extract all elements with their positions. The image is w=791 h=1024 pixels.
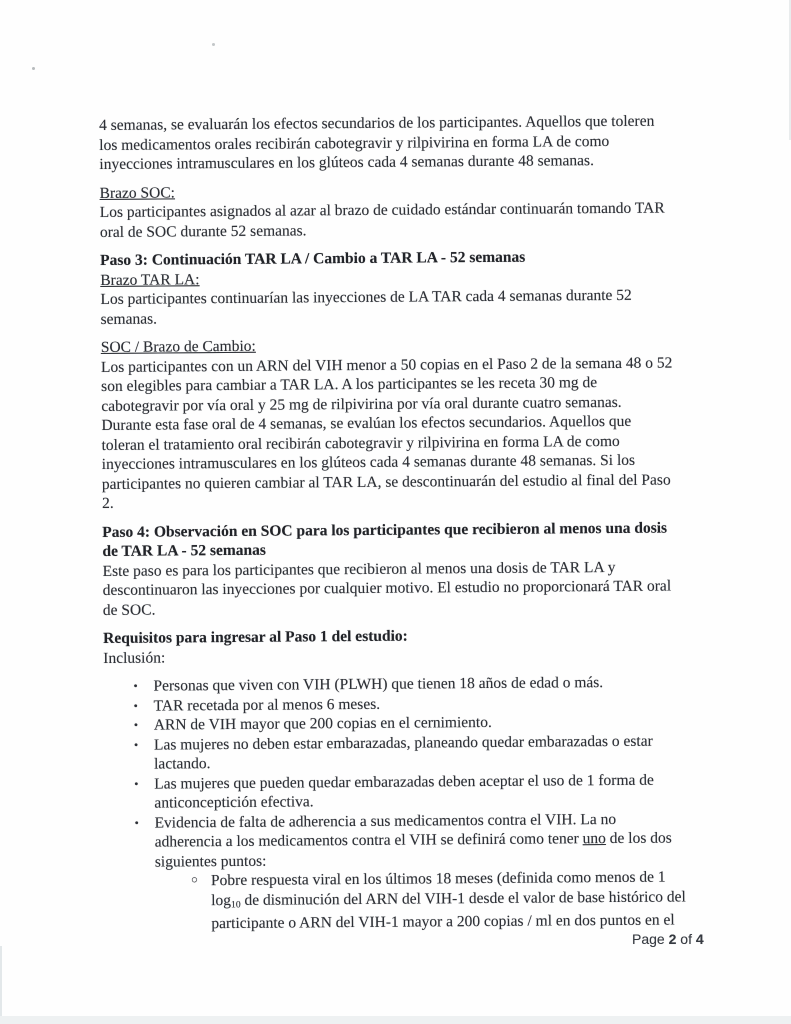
text-line: SOC / Brazo de Cambio:	[100, 337, 256, 356]
text-line: de TAR LA - 52 semanas	[102, 541, 266, 560]
paragraph	[102, 557, 706, 620]
bullet-icon: •	[133, 717, 139, 732]
bullet-item	[132, 809, 708, 872]
text-line: Este paso es para los participantes que recibieron al menos una dosis de TAR LA y	[102, 558, 616, 580]
scan-edge-shadow	[0, 1016, 791, 1024]
text-line: oral de SOC durante 52 semanas.	[99, 221, 307, 241]
bullet-text	[154, 713, 492, 735]
text-line: los medicamentos orales recibirán cabotegravir y rilpivirina en forma LA de como	[99, 132, 610, 154]
text-line: lactando.	[154, 755, 211, 773]
text-line: Pobre respuesta viral en los últimos 18 meses (definida como menos de 1	[210, 868, 666, 890]
bullet-icon: •	[133, 737, 139, 752]
text-line: 4 semanas, se evaluarán los efectos secundarios de los participantes. Aquellos que toleren	[99, 112, 655, 134]
bullet-text	[211, 867, 686, 934]
bullet-text	[154, 731, 653, 774]
bullet-icon: •	[134, 776, 139, 791]
text-line: anticonceptición efectiva.	[154, 793, 314, 812]
text-line: Paso 3: Continuación TAR LA / Cambio a TAR LA - 52 semanas	[100, 248, 526, 269]
page-footer-segment: of	[676, 931, 696, 947]
bullet-icon: •	[133, 698, 138, 713]
text-line: adherencia a los medicamentos contra el VIH se definirá como tener uno de los dos	[154, 829, 672, 851]
text-line: Durante esta fase oral de 4 semanas, se evalúan los efectos secundarios. Aquellos que	[101, 412, 632, 434]
text-line: inyecciones intramusculares en los glúteos cada 4 semanas durante 48 semanas.	[99, 152, 594, 173]
paragraph	[99, 111, 703, 174]
text-line: Requisitos para ingresar al Paso 1 del estudio:	[103, 627, 408, 647]
sub-bullet-item	[190, 867, 709, 934]
text-line: Brazo TAR LA:	[100, 270, 200, 289]
bullet-text	[154, 809, 672, 872]
text-line: Los participantes asignados al azar al brazo de cuidado estándar continuarán tomando TAR	[99, 199, 665, 221]
text-line: participantes no quieren cambiar al TAR LA, se descontinuarán del estudio al final del Paso	[101, 471, 671, 493]
text-line: descontinuaron las inyecciones por cualquier motivo. El estudio no proporcionará TAR oral	[102, 577, 672, 599]
bullet-item	[132, 731, 708, 775]
text-line: Los participantes con un ARN del VIH menor a 50 copias en el Paso 2 de la semana 48 o 52	[100, 354, 673, 376]
document-content	[99, 111, 709, 935]
bullet-icon: •	[133, 678, 138, 693]
paragraph	[101, 353, 706, 514]
text-line: Brazo SOC:	[99, 183, 176, 202]
page-footer	[632, 931, 704, 947]
text-line: Los participantes continuarían las inyecciones de LA TAR cada 4 semanas durante 52	[100, 286, 632, 308]
text-line: Personas que viven con VIH (PLWH) que tienen 18 años de edad o más.	[153, 674, 604, 695]
bullet-text	[153, 673, 603, 696]
bullet-item	[132, 770, 708, 814]
section-heading	[102, 518, 706, 562]
circle-bullet-icon: ○	[190, 874, 199, 887]
text-line: $\log_{10}$ de disminución del ARN del VIH-1 desde el valor de base histórico del	[211, 887, 686, 910]
text-line: Inclusión:	[103, 648, 166, 667]
text-line: Paso 4: Observación en SOC para los participantes que recibieron al menos una dosis	[102, 519, 668, 541]
paragraph	[100, 198, 704, 242]
bullet-icon: •	[134, 815, 139, 830]
text-line: ARN de VIH mayor que 200 copias en el cernimiento.	[153, 713, 492, 734]
text-line: son elegibles para cambiar a TAR LA. A los participantes se les receta 30 mg de	[101, 374, 598, 395]
text-line: 2.	[101, 494, 114, 512]
page-footer-segment: 4	[695, 931, 704, 947]
text-line: Evidencia de falta de adherencia a sus medicamentos contra el VIH. La no	[154, 810, 617, 832]
text-line: siguientes puntos:	[154, 852, 267, 871]
text-line: semanas.	[100, 310, 158, 328]
paragraph	[100, 285, 704, 329]
text-line: de SOC.	[102, 601, 156, 619]
text-line: participante o ARN del VIH-1 mayor a 200 copias / ml en dos puntos en el	[211, 911, 675, 933]
scan-edge-shadow	[0, 946, 2, 1016]
page-footer-segment: 2	[668, 931, 677, 947]
bullet-text	[154, 694, 381, 715]
text-line: Las mujeres no deben estar embarazadas, planeando quedar embarazadas o estar	[153, 732, 653, 754]
text-line: toleran el tratamiento oral recibirán cabotegravir y rilpivirina en forma LA de como	[101, 432, 620, 454]
text-line: TAR recetada por al menos 6 meses.	[153, 695, 381, 715]
text-line: Las mujeres que pueden quedar embarazadas deben aceptar el uso de 1 forma de	[154, 771, 654, 793]
page-footer-segment: Page	[632, 931, 669, 947]
text-line: cabotegravir por vía oral y 25 mg de rilpivirina por vía oral durante cuatro semanas.	[101, 393, 622, 415]
scan-speck-icon	[32, 67, 35, 70]
bullet-text	[154, 770, 654, 813]
text-line: inyecciones intramusculares en los glúteos cada 4 semanas durante 48 semanas. Si los	[101, 451, 636, 473]
bullet-list	[103, 672, 709, 935]
scan-speck-icon	[212, 43, 215, 46]
